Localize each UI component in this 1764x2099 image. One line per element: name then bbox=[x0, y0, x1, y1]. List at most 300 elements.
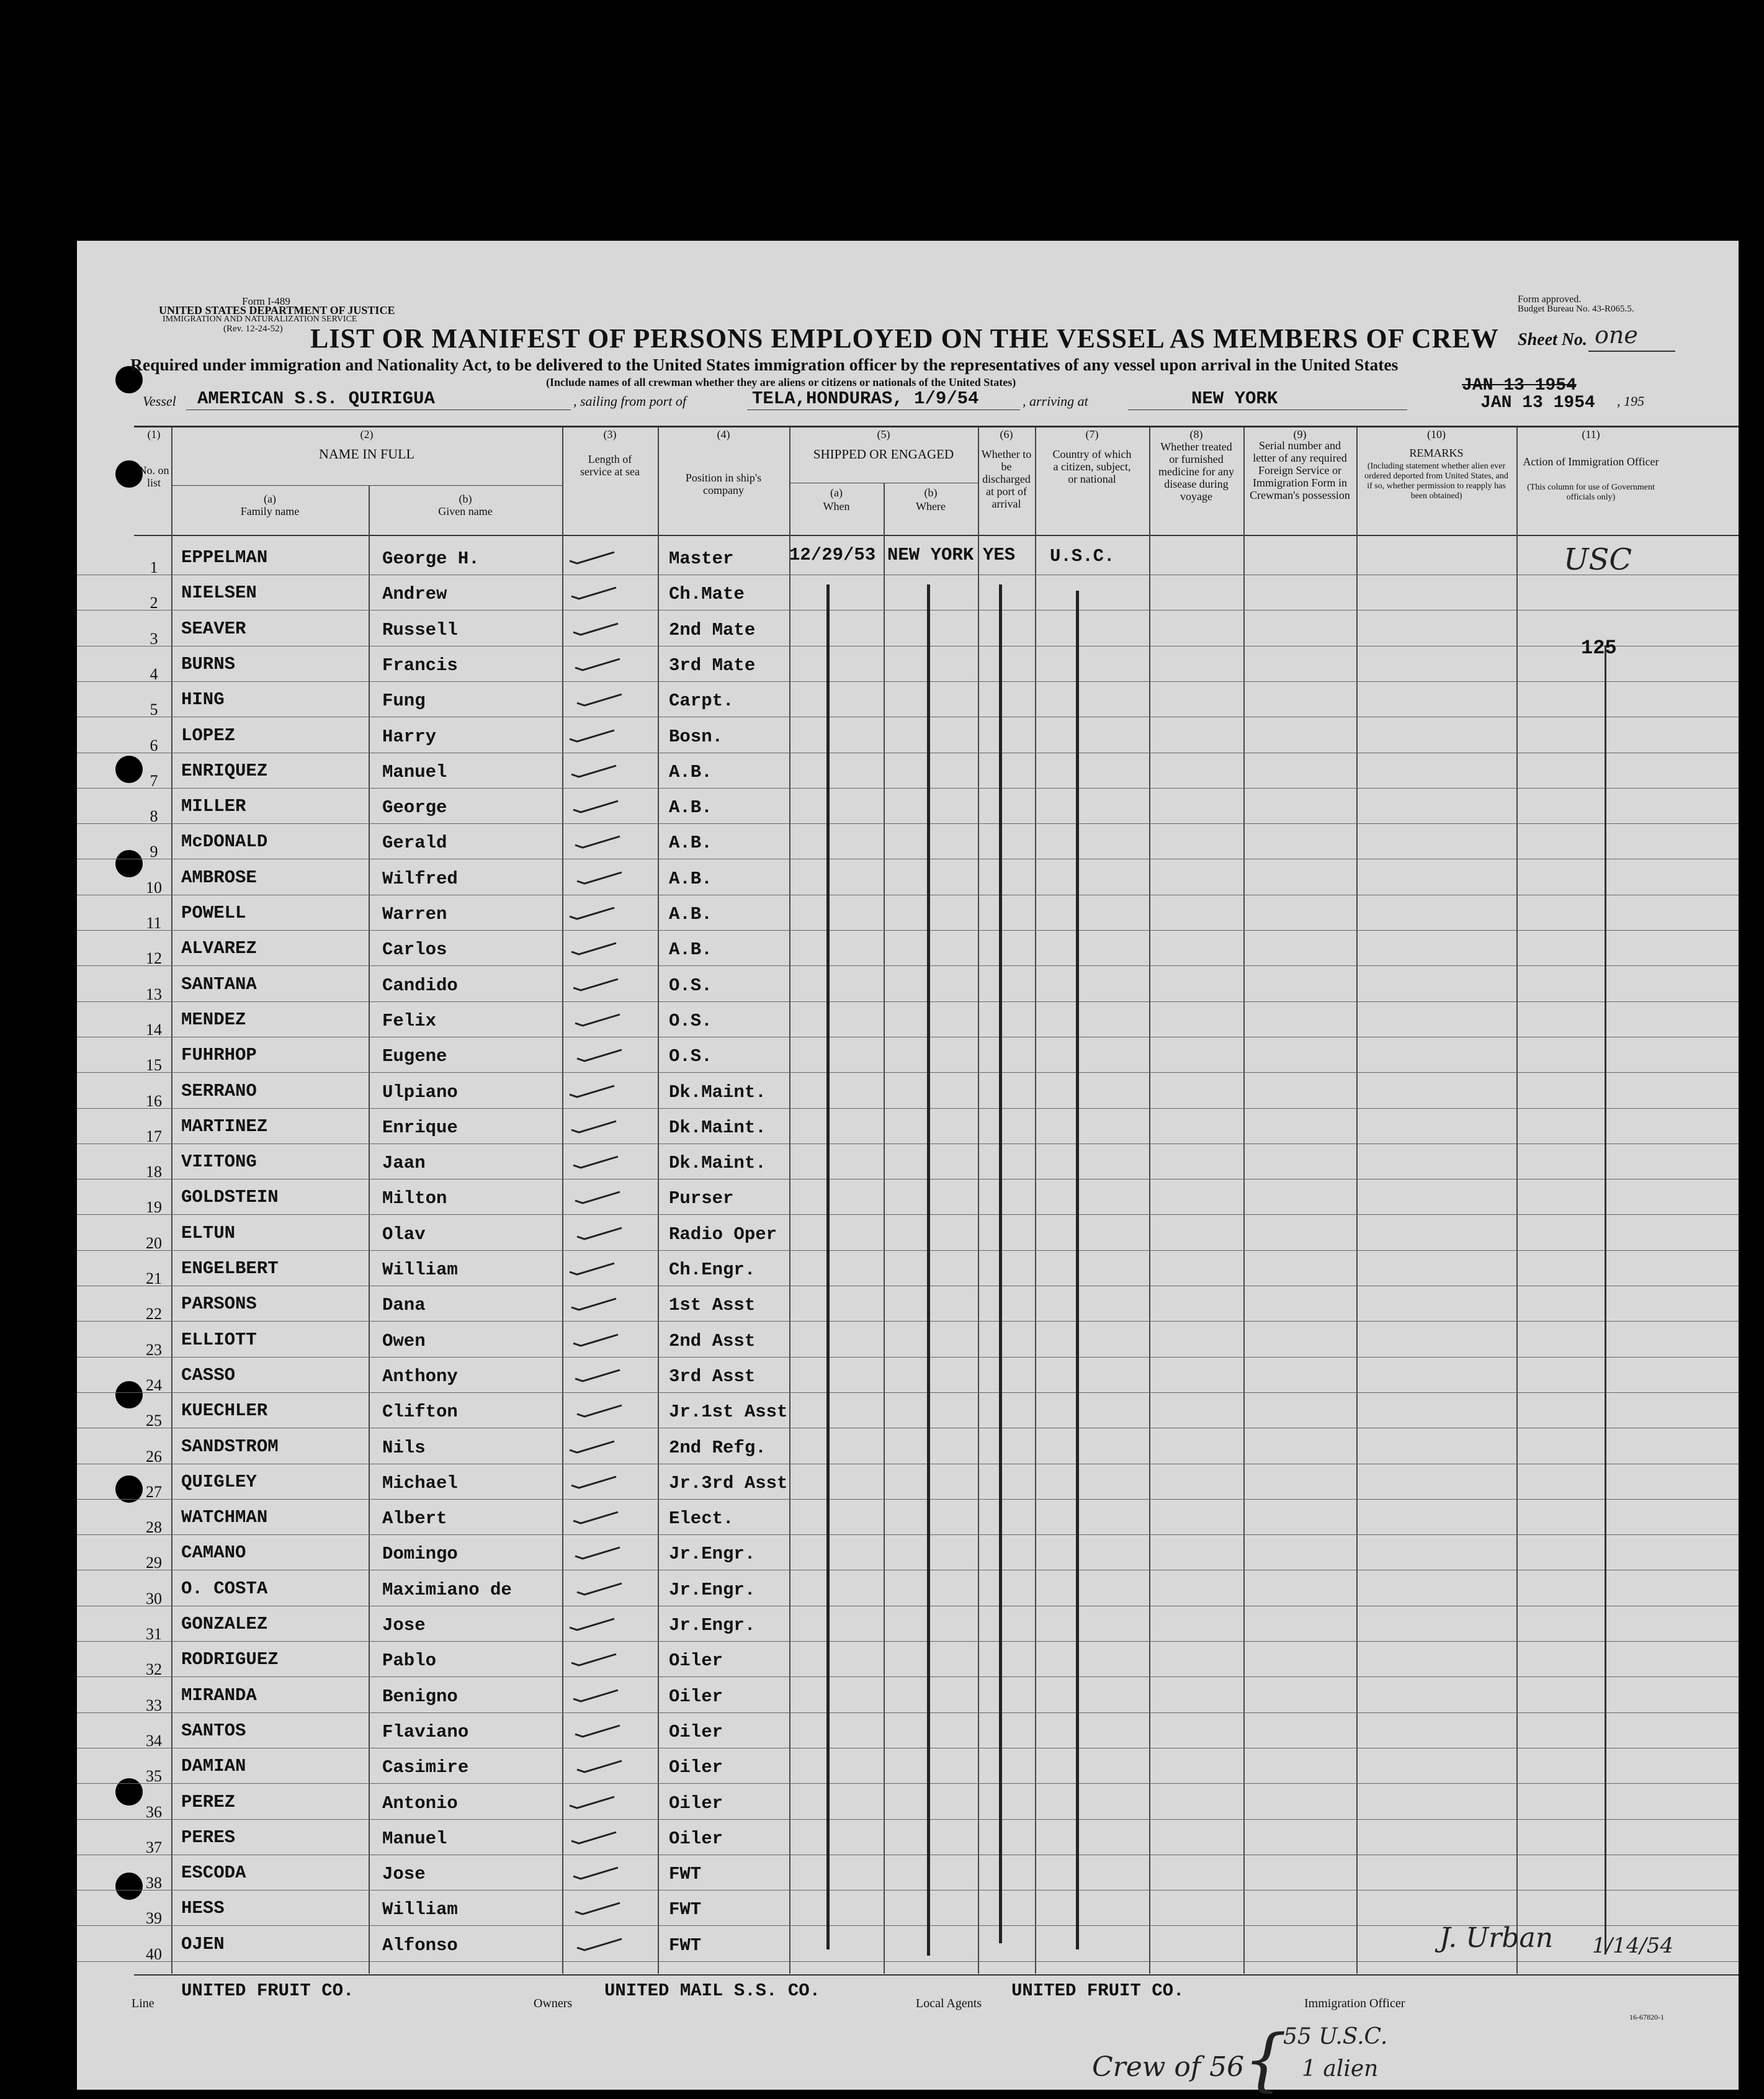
col10-header: REMARKS bbox=[1409, 447, 1464, 459]
row-number: 7 bbox=[150, 772, 158, 790]
position: Oiler bbox=[669, 1828, 723, 1849]
year-suffix: , 195 bbox=[1617, 393, 1644, 409]
table-row bbox=[0, 1291, 1764, 1322]
vessel-label: Vessel bbox=[143, 393, 176, 409]
family-name: PERES bbox=[181, 1827, 236, 1848]
col10-note: (Including statement whether alien ever ordered deported from United States, and if so, whether permission to reapply has been obtained) bbox=[1364, 462, 1508, 501]
check-mark-icon bbox=[572, 859, 647, 890]
given-name: Milton bbox=[382, 1188, 447, 1209]
row-number: 33 bbox=[146, 1696, 162, 1714]
usc-count-note: 55 U.S.C. bbox=[1283, 2024, 1388, 2049]
given-name: Dana bbox=[382, 1295, 426, 1315]
family-name: WATCHMAN bbox=[181, 1507, 268, 1528]
row-number: 36 bbox=[146, 1803, 162, 1821]
given-name: Casimire bbox=[382, 1757, 469, 1778]
check-mark-icon bbox=[566, 1108, 641, 1139]
crew-brace: { bbox=[1243, 2020, 1287, 2099]
owners-label: Owners bbox=[534, 1997, 573, 2010]
row-number: 35 bbox=[146, 1767, 162, 1785]
position: Oiler bbox=[669, 1686, 723, 1707]
table-row bbox=[0, 865, 1764, 896]
family-name: CAMANO bbox=[181, 1542, 246, 1563]
position: Jr.Engr. bbox=[669, 1544, 756, 1564]
given-name: William bbox=[382, 1899, 458, 1920]
position: Bosn. bbox=[669, 727, 723, 747]
position: FWT bbox=[669, 1864, 702, 1884]
family-name: MENDEZ bbox=[181, 1009, 246, 1030]
check-mark-icon bbox=[566, 574, 641, 605]
table-row bbox=[0, 1398, 1764, 1429]
position: Jr.1st Asst bbox=[669, 1402, 788, 1422]
given-name: Michael bbox=[382, 1473, 458, 1493]
arriving-at: NEW YORK bbox=[1191, 388, 1278, 409]
country: U.S.C. bbox=[1050, 546, 1115, 566]
position: Elect. bbox=[669, 1508, 734, 1529]
position: Dk.Maint. bbox=[669, 1082, 766, 1103]
table-row bbox=[0, 1611, 1764, 1642]
position: Oiler bbox=[669, 1650, 723, 1671]
family-name: BURNS bbox=[181, 654, 236, 674]
position: Jr.3rd Asst bbox=[669, 1473, 788, 1493]
given-name: Manuel bbox=[382, 762, 447, 782]
row-number: 30 bbox=[146, 1590, 162, 1608]
owners-value: UNITED MAIL S.S. CO. bbox=[604, 1980, 821, 2001]
family-name: SANDSTROM bbox=[181, 1436, 279, 1457]
given-name: Harry bbox=[382, 727, 437, 747]
row-number: 13 bbox=[146, 985, 162, 1003]
row-number: 18 bbox=[146, 1163, 162, 1181]
row-number: 28 bbox=[146, 1518, 162, 1536]
table-row bbox=[0, 1647, 1764, 1678]
col4-num: (4) bbox=[717, 428, 730, 441]
given-name: Jose bbox=[382, 1864, 426, 1884]
family-name: DAMIAN bbox=[181, 1756, 246, 1776]
row-number: 20 bbox=[146, 1234, 162, 1252]
table-row bbox=[0, 1469, 1764, 1500]
crew-count-note: Crew of 56 bbox=[1092, 2051, 1245, 2083]
officer-date: 1/14/54 bbox=[1592, 1933, 1674, 1958]
discharged: YES bbox=[983, 545, 1016, 565]
position: Oiler bbox=[669, 1757, 723, 1778]
family-name: ALVAREZ bbox=[181, 938, 257, 959]
given-name: Albert bbox=[382, 1508, 447, 1529]
table-row bbox=[0, 1683, 1764, 1714]
col6-num: (6) bbox=[1000, 428, 1013, 441]
check-mark-icon bbox=[570, 1712, 645, 1743]
col11-note: (This column for use of Government officials only) bbox=[1527, 483, 1655, 502]
col5a-header: When bbox=[823, 500, 850, 512]
given-name: Clifton bbox=[382, 1402, 458, 1422]
count-mark: 125 bbox=[1581, 637, 1617, 660]
given-name: Enrique bbox=[382, 1117, 458, 1138]
position: A.B. bbox=[669, 797, 712, 818]
row-number: 24 bbox=[146, 1376, 162, 1394]
position: FWT bbox=[669, 1899, 702, 1920]
family-name: PARSONS bbox=[181, 1294, 257, 1314]
position: O.S. bbox=[669, 1046, 712, 1067]
table-row bbox=[0, 545, 1764, 576]
given-name: George H. bbox=[382, 548, 480, 569]
check-mark-icon bbox=[565, 1072, 639, 1103]
table-row bbox=[0, 1540, 1764, 1571]
col2b-header: Given name bbox=[438, 505, 493, 517]
row-number: 2 bbox=[150, 594, 158, 612]
row-number: 11 bbox=[146, 914, 162, 932]
manifest-subtitle: Required under immigration and Nationality Act, to be delivered to the United States immigration officer by the representatives of any vessel upon arrival in the United States bbox=[130, 355, 1399, 374]
family-name: GOLDSTEIN bbox=[181, 1187, 279, 1207]
col5-header: SHIPPED OR ENGAGED bbox=[813, 447, 954, 462]
check-mark-icon bbox=[566, 752, 641, 783]
col11-header: Action of Immigration Officer bbox=[1523, 455, 1659, 468]
row-number: 21 bbox=[146, 1269, 162, 1287]
position: Radio Oper bbox=[669, 1224, 777, 1245]
row-number: 37 bbox=[146, 1838, 162, 1856]
family-name: ENGELBERT bbox=[181, 1258, 279, 1279]
budget-bureau: Budget Bureau No. 43-R065.5. bbox=[1518, 304, 1634, 314]
check-mark-icon bbox=[570, 1889, 645, 1920]
check-mark-icon bbox=[570, 1356, 645, 1387]
given-name: Flaviano bbox=[382, 1722, 469, 1742]
given-name: George bbox=[382, 797, 447, 818]
include-note: (Include names of all crewman whether they are aliens or citizens or nationals of the United States) bbox=[546, 376, 1016, 388]
table-row bbox=[0, 900, 1764, 931]
row-number: 25 bbox=[146, 1412, 162, 1430]
given-name: Alfonso bbox=[382, 1935, 458, 1956]
position: Master bbox=[669, 548, 734, 569]
table-row bbox=[0, 1860, 1764, 1891]
row-number: 9 bbox=[150, 843, 158, 861]
check-mark-icon bbox=[565, 1783, 639, 1814]
row-number: 32 bbox=[146, 1660, 162, 1678]
shipped-where: NEW YORK bbox=[887, 545, 974, 565]
check-mark-icon bbox=[570, 645, 645, 676]
check-mark-icon bbox=[568, 787, 643, 818]
check-mark-icon bbox=[566, 1285, 641, 1316]
position: Oiler bbox=[669, 1722, 723, 1742]
arriving-label: , arriving at bbox=[1023, 393, 1088, 409]
agents-value: UNITED FRUIT CO. bbox=[1011, 1980, 1184, 2001]
col2-header: NAME IN FULL bbox=[319, 446, 414, 462]
name-subdivider bbox=[171, 485, 562, 486]
position: FWT bbox=[669, 1935, 702, 1956]
position: O.S. bbox=[669, 1011, 712, 1031]
family-name: MIRANDA bbox=[181, 1685, 257, 1706]
family-name: SANTANA bbox=[181, 974, 257, 995]
col1-num: (1) bbox=[147, 428, 161, 441]
table-row bbox=[0, 1718, 1764, 1749]
given-name: Manuel bbox=[382, 1828, 447, 1849]
check-mark-icon bbox=[572, 1570, 647, 1601]
position: 3rd Mate bbox=[669, 655, 756, 676]
col7-num: (7) bbox=[1085, 428, 1099, 441]
family-name: HING bbox=[181, 689, 225, 710]
family-name: NIELSEN bbox=[181, 583, 257, 603]
table-row bbox=[0, 1576, 1764, 1607]
ditto-line-where bbox=[927, 584, 930, 1956]
check-mark-icon bbox=[572, 1392, 647, 1423]
line-label: Line bbox=[132, 1997, 154, 2010]
col3-num: (3) bbox=[603, 428, 617, 441]
table-row bbox=[0, 1789, 1764, 1820]
family-name: EPPELMAN bbox=[181, 547, 268, 568]
row-number: 27 bbox=[146, 1483, 162, 1501]
row-number: 31 bbox=[146, 1625, 162, 1643]
table-row bbox=[0, 758, 1764, 789]
officer-signature: J. Urban bbox=[1439, 1922, 1554, 1954]
manifest-title: LIST OR MANIFEST OF PERSONS EMPLOYED ON THE VESSEL AS MEMBERS OF CREW bbox=[310, 323, 1499, 354]
given-name: Fung bbox=[382, 691, 426, 711]
family-name: RODRIGUEZ bbox=[181, 1649, 279, 1670]
given-name: Andrew bbox=[382, 584, 447, 604]
table-row bbox=[0, 651, 1764, 683]
family-name: POWELL bbox=[181, 903, 246, 923]
department: UNITED STATES DEPARTMENT OF JUSTICE bbox=[159, 304, 395, 316]
table-row bbox=[0, 616, 1764, 647]
header-divider bbox=[134, 535, 1739, 536]
given-name: Wilfred bbox=[382, 869, 458, 889]
position: A.B. bbox=[669, 833, 712, 853]
service: IMMIGRATION AND NATURALIZATION SERVICE bbox=[163, 315, 357, 324]
sailing-from: TELA,HONDURAS, 1/9/54 bbox=[752, 388, 979, 409]
ditto-line-discharged bbox=[999, 584, 1002, 1943]
position: Ch.Engr. bbox=[669, 1260, 756, 1280]
table-row bbox=[0, 687, 1764, 718]
row-number: 15 bbox=[146, 1056, 162, 1074]
check-mark-icon bbox=[572, 1214, 647, 1245]
row-number: 19 bbox=[146, 1198, 162, 1216]
table-row bbox=[0, 1753, 1764, 1784]
col9-num: (9) bbox=[1293, 428, 1307, 441]
col2a-header: Family name bbox=[240, 505, 300, 517]
position: 1st Asst bbox=[669, 1295, 756, 1315]
table-row bbox=[0, 1149, 1764, 1180]
position: 2nd Refg. bbox=[669, 1438, 766, 1458]
col9-header: Serial number and letter of any required Foreign Service or Immigration Form in Crewman's possession bbox=[1250, 439, 1350, 501]
check-mark-icon bbox=[572, 1036, 647, 1067]
check-mark-icon bbox=[568, 1854, 643, 1885]
row-number: 16 bbox=[146, 1092, 162, 1110]
position: 2nd Mate bbox=[669, 620, 756, 640]
table-row bbox=[0, 723, 1764, 754]
check-mark-icon bbox=[568, 1143, 643, 1174]
check-mark-icon bbox=[572, 1747, 647, 1778]
row-number: 1 bbox=[150, 558, 158, 576]
check-mark-icon bbox=[568, 1498, 643, 1529]
given-name: Nils bbox=[382, 1438, 426, 1458]
position: Purser bbox=[669, 1188, 734, 1209]
table-row bbox=[0, 1042, 1764, 1073]
given-name: Candido bbox=[382, 975, 458, 996]
given-name: Gerald bbox=[382, 833, 447, 853]
col10-num: (10) bbox=[1427, 428, 1446, 441]
position: Jr.Engr. bbox=[669, 1615, 756, 1636]
ditto-line-country bbox=[1076, 591, 1079, 1949]
row-number: 23 bbox=[146, 1341, 162, 1359]
family-name: VIITONG bbox=[181, 1152, 257, 1172]
row-number: 4 bbox=[150, 665, 158, 683]
position: A.B. bbox=[669, 869, 712, 889]
row-number: 22 bbox=[146, 1305, 162, 1323]
table-row bbox=[0, 1825, 1764, 1856]
col8-num: (8) bbox=[1189, 428, 1203, 441]
check-mark-icon bbox=[568, 610, 643, 641]
table-row bbox=[0, 1114, 1764, 1145]
position: Ch.Mate bbox=[669, 584, 745, 604]
table-row bbox=[0, 1505, 1764, 1536]
arrival-date-struck: JAN 13 1954 bbox=[1462, 376, 1577, 395]
table-row bbox=[0, 829, 1764, 860]
family-name: SEAVER bbox=[181, 619, 246, 639]
table-row bbox=[0, 1007, 1764, 1038]
col7-header: Country of which a citizen, subject, or national bbox=[1052, 448, 1132, 485]
shipped-when: 12/29/53 bbox=[789, 545, 876, 565]
given-name: Francis bbox=[382, 655, 458, 676]
family-name: SANTOS bbox=[181, 1721, 246, 1741]
officer-label: Immigration Officer bbox=[1304, 1997, 1405, 2010]
check-mark-icon bbox=[566, 1819, 641, 1850]
given-name: Maximiano de bbox=[382, 1580, 512, 1600]
family-name: McDONALD bbox=[181, 831, 268, 852]
check-mark-icon bbox=[565, 717, 639, 748]
revision: (Rev. 12-24-52) bbox=[223, 324, 283, 334]
table-row bbox=[0, 1078, 1764, 1109]
footer-rule bbox=[134, 1974, 1739, 1976]
form-approved: Form approved. bbox=[1518, 294, 1582, 305]
col2b-num: (b) bbox=[459, 493, 472, 505]
usc-handwritten: USC bbox=[1564, 542, 1632, 577]
given-name: Ulpiano bbox=[382, 1082, 458, 1103]
check-mark-icon bbox=[568, 1676, 643, 1707]
row-number: 8 bbox=[150, 807, 158, 825]
table-row bbox=[0, 972, 1764, 1003]
vessel-name: AMERICAN S.S. QUIRIGUA bbox=[197, 388, 435, 409]
family-name: ESCODA bbox=[181, 1863, 246, 1883]
col5a-num: (a) bbox=[830, 486, 843, 499]
check-mark-icon bbox=[570, 823, 645, 854]
table-row bbox=[0, 1184, 1764, 1215]
row-number: 40 bbox=[146, 1945, 162, 1963]
position: 2nd Asst bbox=[669, 1331, 756, 1351]
given-name: Russell bbox=[382, 620, 458, 640]
row-number: 26 bbox=[146, 1448, 162, 1466]
col11-num: (11) bbox=[1582, 428, 1600, 441]
given-name: Olav bbox=[382, 1224, 426, 1245]
table-row bbox=[0, 1220, 1764, 1251]
sheet-underline bbox=[1588, 351, 1675, 352]
arrival-date-stamp: JAN 13 1954 bbox=[1480, 393, 1595, 413]
check-mark-icon bbox=[572, 1925, 647, 1956]
position: A.B. bbox=[669, 939, 712, 960]
row-number: 17 bbox=[146, 1127, 162, 1145]
family-name: OJEN bbox=[181, 1934, 225, 1954]
check-mark-icon bbox=[572, 681, 647, 712]
row-number: 38 bbox=[146, 1874, 162, 1892]
check-mark-icon bbox=[565, 1428, 639, 1459]
row-number: 12 bbox=[146, 949, 162, 967]
row-number: 5 bbox=[150, 700, 158, 718]
given-name: Carlos bbox=[382, 939, 447, 960]
col3-header: Length of service at sea bbox=[580, 453, 640, 478]
family-name: GONZALEZ bbox=[181, 1614, 268, 1634]
row-number: 10 bbox=[146, 879, 162, 897]
sheet-number: one bbox=[1595, 321, 1638, 349]
table-row bbox=[0, 794, 1764, 825]
given-name: Domingo bbox=[382, 1544, 458, 1564]
position: Jr.Engr. bbox=[669, 1580, 756, 1600]
table-row bbox=[0, 1256, 1764, 1287]
given-name: William bbox=[382, 1260, 458, 1280]
alien-count-note: 1 alien bbox=[1302, 2056, 1379, 2082]
given-name: Pablo bbox=[382, 1650, 437, 1671]
row-number: 39 bbox=[146, 1909, 162, 1927]
given-name: Eugene bbox=[382, 1046, 447, 1067]
check-mark-icon bbox=[566, 929, 641, 960]
check-mark-icon bbox=[570, 1001, 645, 1032]
check-mark-icon bbox=[568, 1321, 643, 1352]
col8-header: Whether treated or furnished medicine for any disease during voyage bbox=[1158, 441, 1234, 503]
table-row bbox=[0, 1327, 1764, 1358]
col5b-num: (b) bbox=[924, 486, 938, 499]
row-number: 34 bbox=[146, 1732, 162, 1750]
given-name: Benigno bbox=[382, 1686, 458, 1707]
family-name: MARTINEZ bbox=[181, 1116, 268, 1137]
family-name: HESS bbox=[181, 1898, 225, 1918]
check-mark-icon bbox=[566, 1463, 641, 1494]
given-name: Jose bbox=[382, 1615, 426, 1636]
col2-num: (2) bbox=[360, 428, 374, 441]
given-name: Jaan bbox=[382, 1153, 426, 1173]
position: Carpt. bbox=[669, 691, 734, 711]
family-name: LOPEZ bbox=[181, 725, 236, 746]
given-name: Warren bbox=[382, 904, 447, 924]
given-name: Owen bbox=[382, 1331, 426, 1351]
footer-code: 16-67820-1 bbox=[1629, 2013, 1664, 2021]
line-value: UNITED FRUIT CO. bbox=[181, 1980, 354, 2001]
family-name: KUECHLER bbox=[181, 1400, 268, 1421]
check-mark-icon bbox=[568, 965, 643, 996]
family-name: CASSO bbox=[181, 1365, 236, 1385]
ditto-line-action bbox=[1605, 645, 1606, 1954]
family-name: O. COSTA bbox=[181, 1578, 268, 1599]
position: Dk.Maint. bbox=[669, 1117, 766, 1138]
check-mark-icon bbox=[565, 894, 639, 925]
form-number: Form I-489 bbox=[242, 295, 290, 307]
given-name: Anthony bbox=[382, 1366, 458, 1387]
position: O.S. bbox=[669, 975, 712, 996]
family-name: ELTUN bbox=[181, 1223, 236, 1243]
table-row bbox=[0, 1363, 1764, 1394]
family-name: SERRANO bbox=[181, 1081, 257, 1101]
family-name: ENRIQUEZ bbox=[181, 761, 268, 781]
family-name: FUHRHOP bbox=[181, 1045, 257, 1065]
given-name: Felix bbox=[382, 1011, 437, 1031]
sheet-label: Sheet No. bbox=[1518, 330, 1587, 349]
check-mark-icon bbox=[570, 1178, 645, 1209]
position: Oiler bbox=[669, 1793, 723, 1814]
col2a-num: (a) bbox=[264, 493, 276, 505]
position: A.B. bbox=[669, 762, 712, 782]
position: A.B. bbox=[669, 904, 712, 924]
check-mark-icon bbox=[566, 1640, 641, 1672]
given-name: Antonio bbox=[382, 1793, 458, 1814]
position: Dk.Maint. bbox=[669, 1153, 766, 1173]
row-number: 29 bbox=[146, 1554, 162, 1572]
check-mark-icon bbox=[565, 1250, 639, 1281]
position: 3rd Asst bbox=[669, 1366, 756, 1387]
family-name: AMBROSE bbox=[181, 867, 257, 888]
row-number: 6 bbox=[150, 736, 158, 754]
check-mark-icon bbox=[565, 1605, 639, 1636]
